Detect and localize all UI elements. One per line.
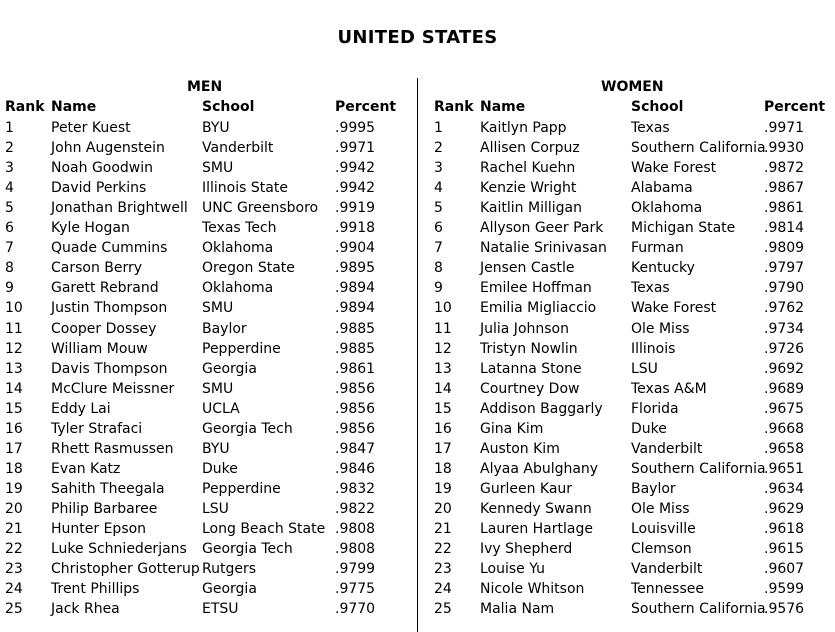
name-cell: Carson Berry [51,260,143,277]
name-cell: Emilee Hoffman [480,280,592,297]
name-cell: Julia Johnson [480,320,569,337]
rank-cell: 23 [5,561,23,578]
name-cell: Kennedy Swann [480,500,592,517]
rank-cell: 4 [434,180,443,197]
rank-cell: 16 [434,420,452,437]
name-cell: McClure Meissner [51,380,175,397]
name-header: Name [51,99,97,115]
rank-cell: 25 [5,601,23,618]
school-cell: SMU [202,300,234,317]
name-cell: Kenzie Wright [480,180,577,197]
name-cell: Rachel Kuehn [480,160,576,177]
name-cell: Evan Katz [51,460,121,477]
rank-cell: 8 [5,260,14,277]
school-cell: Pepperdine [202,340,281,357]
percent-header: Percent [335,99,397,115]
name-cell: Auston Kim [480,440,560,457]
name-cell: Malia Nam [480,601,555,618]
rank-cell: 7 [434,240,443,257]
name-cell: Eddy Lai [51,400,111,417]
rank-cell: 14 [5,380,23,397]
name-cell: Natalie Srinivasan [480,240,607,257]
percent-cell: .9894 [335,300,376,317]
school-cell: SMU [202,160,234,177]
rank-cell: 19 [5,480,23,497]
school-cell: Wake Forest [631,160,717,177]
name-cell: Noah Goodwin [51,160,154,177]
percent-cell: .9770 [335,601,376,618]
rank-cell: 15 [5,400,23,417]
school-cell: Oklahoma [202,240,274,257]
percent-cell: .9861 [335,360,376,377]
percent-cell: .9885 [335,320,376,337]
rank-cell: 24 [5,581,23,598]
percent-cell: .9808 [335,521,376,537]
percent-cell: .9797 [764,260,805,277]
name-cell: David Perkins [51,180,147,197]
percent-cell: .9799 [335,561,376,578]
school-cell: Georgia [202,360,257,377]
rank-cell: 9 [5,280,14,297]
school-cell: Tennessee [631,581,704,598]
school-cell: Baylor [202,320,247,337]
school-cell: Southern California [631,140,766,157]
school-cell: Georgia Tech [202,420,293,437]
rank-cell: 11 [5,320,23,337]
name-cell: Emilia Migliaccio [480,300,597,317]
name-cell: Allyson Geer Park [480,220,604,237]
rank-cell: 12 [5,340,23,357]
rank-cell: 6 [434,220,443,237]
name-cell: Quade Cummins [51,240,168,257]
men-section-title: MEN [187,79,223,95]
name-cell: Peter Kuest [51,120,131,136]
percent-cell: .9904 [335,240,376,257]
name-cell: Courtney Dow [480,380,580,397]
rank-cell: 17 [5,440,23,457]
name-cell: Jack Rhea [51,601,120,618]
percent-cell: .9775 [335,581,376,598]
rank-cell: 15 [434,400,452,417]
school-cell: Baylor [631,480,676,497]
rank-cell: 5 [434,200,443,217]
rank-cell: 23 [434,561,452,578]
rank-cell: 10 [5,300,23,317]
name-cell: Nicole Whitson [480,581,585,598]
percent-cell: .9872 [764,160,805,177]
percent-cell: .9734 [764,320,805,337]
name-cell: Tyler Strafaci [51,420,143,437]
name-cell: John Augenstein [51,140,165,157]
school-cell: Pepperdine [202,480,281,497]
percent-cell: .9808 [335,541,376,558]
school-cell: Clemson [631,541,692,558]
percent-cell: .9847 [335,440,376,457]
school-cell: Long Beach State [202,521,326,537]
school-cell: Illinois State [202,180,288,197]
rank-cell: 11 [434,320,452,337]
percent-cell: .9856 [335,380,376,397]
rank-cell: 9 [434,280,443,297]
percent-cell: .9918 [335,220,376,237]
school-cell: Ole Miss [631,500,690,517]
percent-cell: .9618 [764,521,805,537]
rank-header: Rank [434,99,474,115]
percent-cell: .9689 [764,380,805,397]
school-cell: LSU [202,500,229,517]
school-cell: Florida [631,400,679,417]
name-cell: Garett Rebrand [51,280,159,297]
rank-cell: 21 [5,521,23,537]
name-cell: Justin Thompson [51,300,168,317]
name-cell: Kaitlyn Papp [480,120,567,136]
percent-cell: .9651 [764,460,805,477]
school-cell: Texas [631,280,670,297]
rank-cell: 1 [434,120,443,136]
percent-cell: .9861 [764,200,805,217]
percent-cell: .9995 [335,120,376,136]
rank-cell: 4 [5,180,14,197]
rank-cell: 24 [434,581,452,598]
rank-cell: 20 [434,500,452,517]
school-cell: Vanderbilt [631,440,703,457]
percent-cell: .9942 [335,180,376,197]
school-cell: Texas A&M [631,380,707,397]
percent-cell: .9692 [764,360,805,377]
school-cell: ETSU [202,601,239,618]
school-cell: LSU [631,360,658,377]
school-cell: Oklahoma [202,280,274,297]
name-cell: Philip Barbaree [51,500,158,517]
rank-cell: 25 [434,601,452,618]
school-cell: Wake Forest [631,300,717,317]
rank-cell: 22 [5,541,23,558]
percent-cell: .9615 [764,541,805,558]
name-header: Name [480,99,526,115]
name-cell: Tristyn Nowlin [480,340,578,357]
percent-cell: .9607 [764,561,805,578]
rank-cell: 6 [5,220,14,237]
school-cell: Oregon State [202,260,295,277]
rank-cell: 21 [434,521,452,537]
name-cell: Addison Baggarly [480,400,603,417]
name-cell: Kyle Hogan [51,220,130,237]
percent-cell: .9867 [764,180,805,197]
school-cell: Duke [202,460,238,477]
rank-cell: 5 [5,200,14,217]
percent-cell: .9576 [764,601,805,618]
percent-cell: .9971 [764,120,805,136]
name-cell: Cooper Dossey [51,320,157,337]
percent-cell: .9895 [335,260,376,277]
school-cell: SMU [202,380,234,397]
rank-cell: 8 [434,260,443,277]
school-cell: BYU [202,440,230,457]
rank-cell: 20 [5,500,23,517]
name-cell: William Mouw [51,340,148,357]
percent-cell: .9885 [335,340,376,357]
rank-cell: 19 [434,480,452,497]
percent-cell: .9675 [764,400,805,417]
school-cell: Furman [631,240,684,257]
percent-cell: .9919 [335,200,376,217]
school-cell: Michigan State [631,220,736,237]
school-header: School [202,99,255,115]
rank-cell: 22 [434,541,452,558]
name-cell: Sahith Theegala [51,480,165,497]
percent-cell: .9930 [764,140,805,157]
name-cell: Jensen Castle [480,260,575,277]
percent-cell: .9726 [764,340,805,357]
school-cell: Louisville [631,521,696,537]
rank-cell: 13 [5,360,23,377]
name-cell: Christopher Gotterup [51,561,200,578]
percent-cell: .9822 [335,500,376,517]
percent-cell: .9809 [764,240,805,257]
name-cell: Hunter Epson [51,521,147,537]
percent-cell: .9942 [335,160,376,177]
women-section-title: WOMEN [601,79,664,95]
rank-cell: 17 [434,440,452,457]
percent-cell: .9814 [764,220,805,237]
percent-cell: .9856 [335,420,376,437]
school-cell: UNC Greensboro [202,200,319,217]
school-cell: Illinois [631,340,676,357]
rank-header: Rank [5,99,45,115]
school-cell: Georgia [202,581,257,598]
rank-cell: 2 [434,140,443,157]
percent-cell: .9790 [764,280,805,297]
name-cell: Gurleen Kaur [480,480,573,497]
name-cell: Luke Schniederjans [51,541,187,558]
percent-cell: .9668 [764,420,805,437]
school-cell: UCLA [202,400,240,417]
name-cell: Trent Phillips [51,581,140,598]
rank-cell: 13 [434,360,452,377]
name-cell: Allisen Corpuz [480,140,580,157]
school-cell: Texas Tech [202,220,277,237]
percent-cell: .9856 [335,400,376,417]
rank-cell: 1 [5,120,14,136]
rank-cell: 3 [434,160,443,177]
rank-cell: 18 [5,460,23,477]
school-cell: Duke [631,420,667,437]
name-cell: Ivy Shepherd [480,541,573,558]
school-cell: Oklahoma [631,200,703,217]
school-cell: Rutgers [202,561,257,578]
name-cell: Louise Yu [480,561,546,578]
percent-header: Percent [764,99,826,115]
percent-cell: .9599 [764,581,805,598]
rank-cell: 10 [434,300,452,317]
school-cell: Ole Miss [631,320,690,337]
rank-cell: 18 [434,460,452,477]
page-title: UNITED STATES [337,27,498,48]
name-cell: Latanna Stone [480,360,582,377]
rank-cell: 12 [434,340,452,357]
school-cell: Southern California [631,601,766,618]
school-cell: Texas [631,120,670,136]
name-cell: Jonathan Brightwell [51,200,188,217]
column-divider [417,78,418,632]
percent-cell: .9629 [764,500,805,517]
percent-cell: .9846 [335,460,376,477]
name-cell: Kaitlin Milligan [480,200,582,217]
rank-cell: 3 [5,160,14,177]
percent-cell: .9894 [335,280,376,297]
name-cell: Rhett Rasmussen [51,440,174,457]
school-cell: Vanderbilt [631,561,703,578]
school-cell: Kentucky [631,260,695,277]
rank-cell: 16 [5,420,23,437]
name-cell: Davis Thompson [51,360,168,377]
rank-cell: 14 [434,380,452,397]
name-cell: Lauren Hartlage [480,521,593,537]
percent-cell: .9762 [764,300,805,317]
rank-cell: 7 [5,240,14,257]
percent-cell: .9832 [335,480,376,497]
rank-cell: 2 [5,140,14,157]
school-cell: Alabama [631,180,693,197]
school-cell: Georgia Tech [202,541,293,558]
name-cell: Gina Kim [480,420,544,437]
school-cell: Vanderbilt [202,140,274,157]
school-header: School [631,99,684,115]
name-cell: Alyaa Abulghany [480,460,599,477]
school-cell: BYU [202,120,230,136]
school-cell: Southern California [631,460,766,477]
percent-cell: .9634 [764,480,805,497]
percent-cell: .9971 [335,140,376,157]
percent-cell: .9658 [764,440,805,457]
